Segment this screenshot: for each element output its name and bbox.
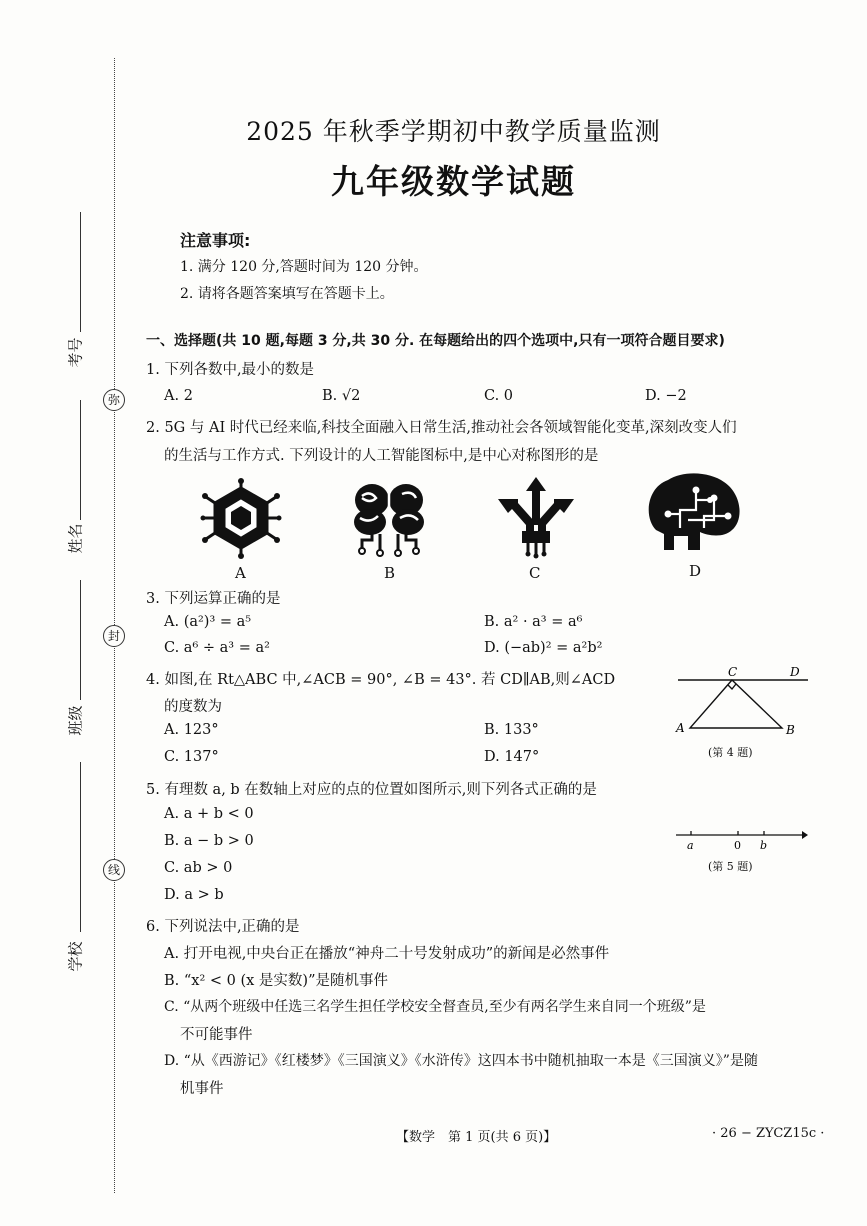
q4-label-d: D <box>790 665 800 679</box>
section-heading: 一、选择题(共 10 题,每题 3 分,共 30 分. 在每题给出的四个选项中,只有一项符合题目要求) <box>146 333 725 349</box>
q4-stem-line1: 4. 如图,在 Rt△ABC 中,∠ACB = 90°, ∠B = 43°. 若 CD∥AB,则∠ACD <box>146 672 616 688</box>
q5-axis-b: b <box>760 839 768 852</box>
q5-caption: (第 5 题) <box>708 860 753 873</box>
q3-stem: 3. 下列运算正确的是 <box>146 591 281 607</box>
seal-char-feng: 封 <box>103 625 125 647</box>
q6-option-d-line2: 机事件 <box>180 1081 224 1097</box>
q2-label-a: A <box>235 564 246 582</box>
q5-axis-a: a <box>687 839 694 852</box>
q5-axis-zero: 0 <box>734 839 741 852</box>
hexagon-chip-icon <box>200 478 282 560</box>
q4-option-b: B. 133° <box>484 722 539 738</box>
school-line <box>80 762 81 932</box>
q3-option-b: B. a² · a³ = a⁶ <box>484 614 583 630</box>
q1-stem: 1. 下列各数中,最小的数是 <box>146 362 315 378</box>
seal-char-mi: 弥 <box>103 389 125 411</box>
q6-option-b: B. “x² < 0 (x 是实数)”是随机事件 <box>164 973 388 989</box>
q3-option-c: C. a⁶ ÷ a³ = a² <box>164 640 270 656</box>
q5-option-b: B. a − b > 0 <box>164 833 254 849</box>
class-line <box>80 580 81 700</box>
notice-item-2: 2. 请将各题答案填写在答题卡上。 <box>180 286 394 302</box>
q4-option-d: D. 147° <box>484 749 540 765</box>
q3-option-a: A. (a²)³ = a⁵ <box>164 614 252 630</box>
exam-number-line <box>80 212 81 332</box>
q3-option-d: D. (−ab)² = a²b² <box>484 640 603 656</box>
q2-stem-line1: 2. 5G 与 AI 时代已经来临,科技全面融入日常生活,推动社会各领域智能化变革,深刻改变人们 <box>146 420 737 436</box>
q1-option-a: A. 2 <box>164 388 193 404</box>
exam-subtitle: 九年级数学试题 <box>331 162 576 201</box>
q2-label-d: D <box>689 562 702 580</box>
q6-stem: 6. 下列说法中,正确的是 <box>146 919 300 935</box>
q1-option-d: D. −2 <box>645 388 687 404</box>
exam-title: 2025 年秋季学期初中教学质量监测 <box>246 117 661 146</box>
q4-label-c: C <box>728 665 738 679</box>
q5-option-c: C. ab > 0 <box>164 860 233 876</box>
q2-label-b: B <box>384 564 396 582</box>
q4-stem-line2: 的度数为 <box>164 699 222 715</box>
seal-char-xian: 线 <box>103 859 125 881</box>
arrows-circuit-icon <box>494 475 578 559</box>
paper-code: · 26 − ZYCZ15c · <box>712 1126 825 1141</box>
q4-triangle-figure <box>672 664 812 744</box>
q4-option-c: C. 137° <box>164 749 219 765</box>
brain-circuit-icon <box>350 478 428 560</box>
school-label: 学校 <box>66 941 85 972</box>
notice-heading: 注意事项: <box>180 231 251 250</box>
name-line <box>80 400 81 520</box>
q6-option-d-line1: D. “从《西游记》《红楼梦》《三国演义》《水浒传》这四本书中随机抽取一本是《三国演义》”是随 <box>164 1053 758 1069</box>
name-label: 姓名 <box>66 523 85 554</box>
q4-caption: (第 4 题) <box>708 746 753 759</box>
q2-label-c: C <box>529 564 541 582</box>
notice-item-1: 1. 满分 120 分,答题时间为 120 分钟。 <box>180 259 428 275</box>
q4-label-b: B <box>786 723 795 737</box>
q1-option-b: B. √2 <box>322 388 361 404</box>
class-label: 班级 <box>66 705 85 736</box>
q5-stem: 5. 有理数 a, b 在数轴上对应的点的位置如图所示,则下列各式正确的是 <box>146 782 597 798</box>
page-indicator: 【数学 第 1 页(共 6 页)】 <box>396 1130 557 1145</box>
q5-number-line <box>674 826 808 854</box>
q4-option-a: A. 123° <box>164 722 219 738</box>
q5-option-a: A. a + b < 0 <box>164 806 254 822</box>
q6-option-a: A. 打开电视,中央台正在播放“神舟二十号发射成功”的新闻是必然事件 <box>164 946 610 962</box>
q4-label-a: A <box>676 721 685 735</box>
q6-option-c-line1: C. “从两个班级中任选三名学生担任学校安全督查员,至少有两名学生来自同一个班级”是 <box>164 999 706 1015</box>
q2-stem-line2: 的生活与工作方式. 下列设计的人工智能图标中,是中心对称图形的是 <box>164 448 599 464</box>
q6-option-c-line2: 不可能事件 <box>180 1027 253 1043</box>
brain-silhouette-icon <box>644 470 744 556</box>
q5-option-d: D. a > b <box>164 887 224 903</box>
q1-option-c: C. 0 <box>484 388 514 404</box>
exam-number-label: 考号 <box>66 337 85 368</box>
